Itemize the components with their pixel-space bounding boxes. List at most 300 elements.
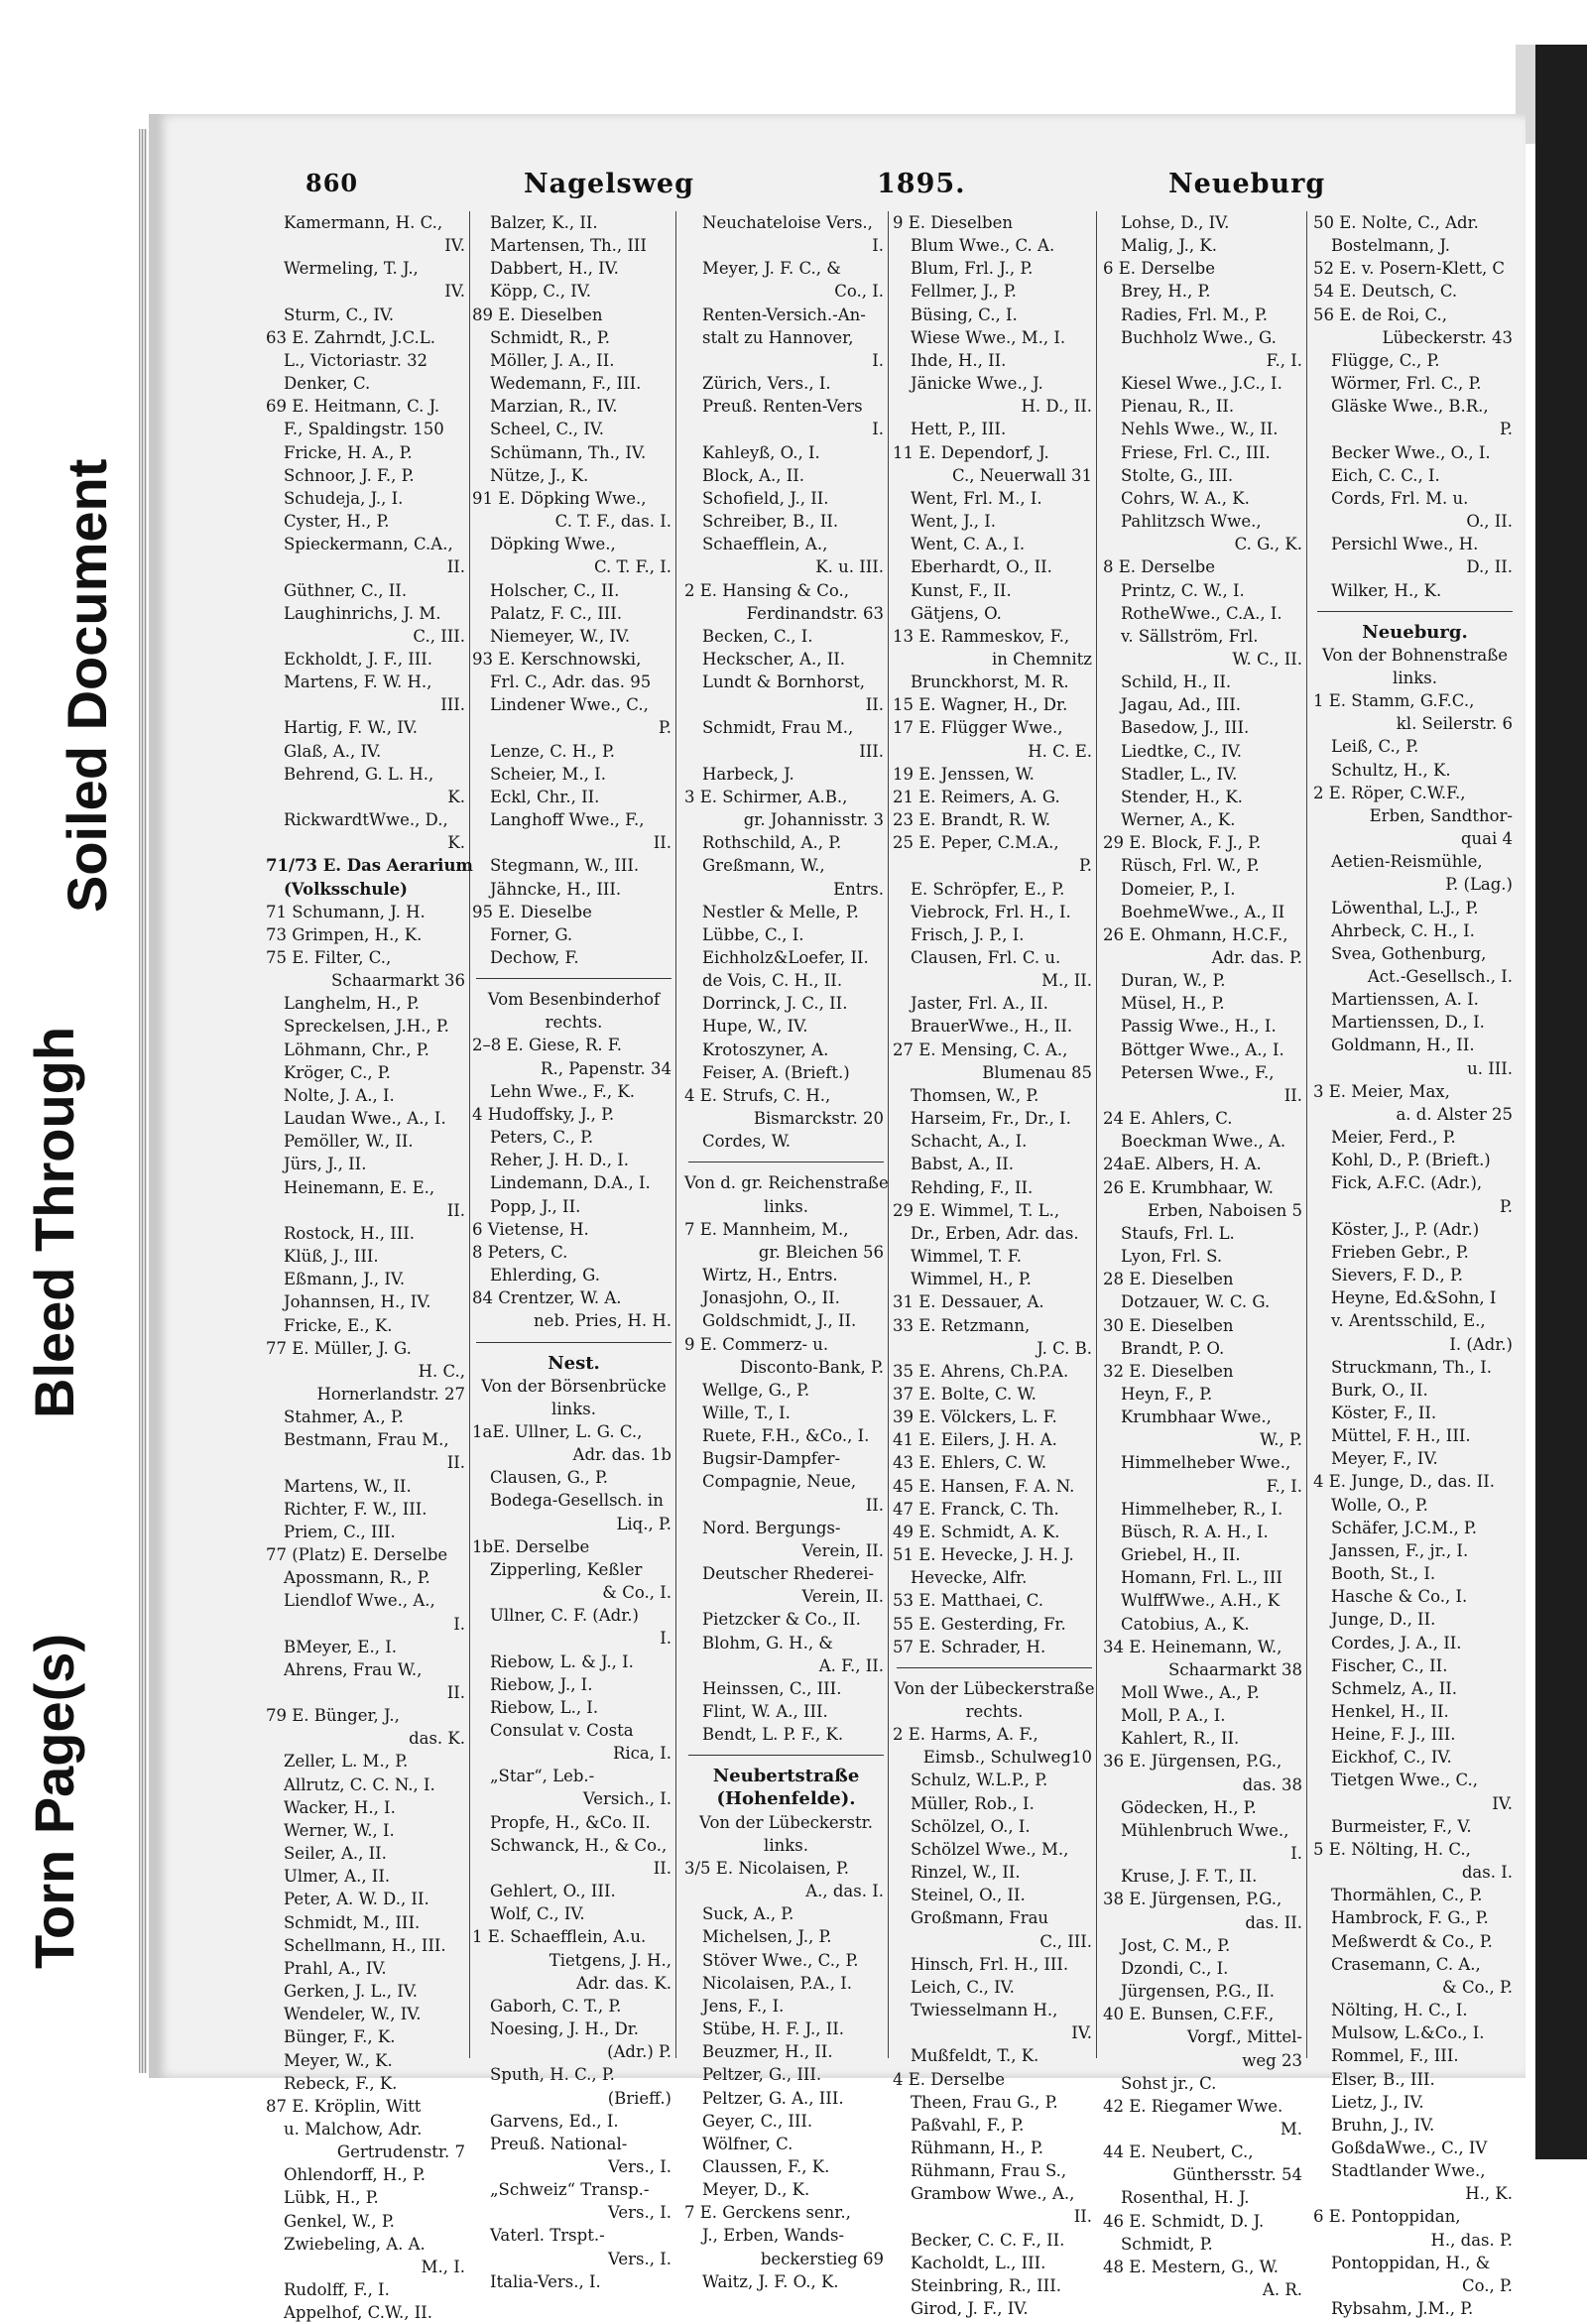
resident-entry: Lübbe, C., I.: [702, 924, 804, 944]
resident-entry: M.: [1280, 2119, 1302, 2139]
resident-entry: Propfe, H., &Co. II.: [490, 1812, 651, 1832]
resident-entry: 51 E. Hevecke, J. H. J.: [893, 1545, 1074, 1565]
resident-entry: Harbeck, J.: [702, 764, 794, 784]
resident-entry: 24aE. Albers, H. A.: [1103, 1155, 1262, 1174]
resident-entry: Zeller, L. M., P.: [284, 1752, 409, 1772]
resident-entry: Himmelheber Wwe.,: [1121, 1453, 1291, 1473]
resident-entry: Günthersstr. 54: [1172, 2165, 1302, 2185]
resident-entry: Meier, Ferd., P.: [1331, 1128, 1456, 1148]
resident-entry: F., I.: [1266, 1476, 1302, 1496]
resident-entry: Brunckhorst, M. R.: [911, 673, 1069, 692]
resident-entry: Went, C. A., I.: [911, 535, 1026, 554]
resident-entry: Griebel, H., II.: [1121, 1545, 1241, 1565]
resident-entry: Schmidt, Frau M.,: [702, 718, 854, 738]
resident-entry: Jonasjohn, O., II.: [702, 1288, 840, 1308]
resident-entry: 87 E. Kröplin, Witt: [266, 2096, 422, 2116]
resident-entry: 48 E. Mestern, G., W.: [1103, 2257, 1279, 2276]
resident-entry: 4 E. Junge, D., das. II.: [1313, 1472, 1495, 1492]
direction-note: rechts.: [545, 1013, 603, 1033]
resident-entry: 41 E. Eilers, J. H. A.: [893, 1430, 1057, 1450]
resident-entry: Verein, II.: [801, 1587, 884, 1607]
resident-entry: Gaborh, C. T., P.: [490, 1996, 622, 2016]
resident-entry: Dabbert, H., IV.: [490, 259, 619, 279]
street-section-heading: Neubertstraße: [712, 1766, 860, 1787]
direction-note: Von der Börsenbrücke: [481, 1376, 667, 1396]
resident-entry: Domeier, P., I.: [1121, 879, 1236, 899]
resident-entry: RickwardtWwe., D.,: [284, 810, 448, 830]
resident-entry: in Chemnitz: [991, 649, 1092, 669]
left-street-heading: Nagelsweg: [524, 169, 694, 199]
resident-entry: Büsing, C., I.: [911, 305, 1018, 324]
direction-note: Vom Besenbinderhof: [487, 990, 661, 1010]
resident-entry: „Star“, Leb.-: [490, 1767, 595, 1786]
resident-entry: Wimmel, H., P.: [911, 1270, 1032, 1289]
resident-entry: Act.-Gesellsch., I.: [1367, 967, 1513, 986]
resident-entry: 46 E. Schmidt, D. J.: [1103, 2211, 1265, 2231]
resident-entry: Rebeck, F., K.: [284, 2073, 398, 2093]
resident-entry: stalt zu Hannover,: [702, 327, 854, 347]
resident-entry: Vers., I.: [607, 2203, 671, 2223]
resident-entry: Duran, W., P.: [1121, 971, 1226, 991]
resident-entry: Block, A., II.: [702, 465, 804, 485]
resident-entry: C. G., K.: [1234, 535, 1302, 554]
resident-entry: Deutscher Rhederei-: [702, 1564, 875, 1584]
resident-entry: Rosenthal, H. J.: [1121, 2188, 1250, 2208]
resident-entry: Preuß. Renten-Vers: [702, 397, 863, 417]
resident-entry: Dechow, F.: [490, 948, 579, 967]
directory-column-3: [684, 211, 889, 2291]
resident-entry: 36 E. Jürgensen, P.G.,: [1103, 1752, 1282, 1772]
resident-entry: Lübk, H., P.: [284, 2188, 379, 2208]
resident-entry: Crasemann, C. A.,: [1331, 1954, 1481, 1974]
resident-entry: quai 4: [1460, 829, 1513, 849]
resident-entry: Babst, A., II.: [911, 1155, 1015, 1174]
resident-entry: II.: [653, 1858, 671, 1878]
resident-entry: Meyer, J. F. C., &: [702, 259, 841, 279]
resident-entry: C., Neuerwall 31: [951, 465, 1092, 485]
resident-entry: Riebow, L. & J., I.: [490, 1651, 634, 1671]
resident-entry: II.: [865, 695, 884, 715]
resident-entry: 21 E. Reimers, A. G.: [893, 787, 1060, 806]
resident-entry: 52 E. v. Posern-Klett, C: [1313, 259, 1506, 279]
resident-entry: das. K.: [409, 1729, 465, 1749]
resident-entry: Flügge, C., P.: [1331, 350, 1440, 370]
resident-entry: Schwanck, H., & Co.,: [490, 1835, 668, 1855]
resident-entry: P. (Lag.): [1445, 875, 1513, 895]
resident-entry: Claussen, F., K.: [702, 2156, 830, 2176]
resident-entry: 30 E. Dieselben: [1103, 1315, 1234, 1335]
resident-entry: 95 E. Dieselbe: [472, 902, 592, 921]
resident-entry: Harseim, Fr., Dr., I.: [911, 1109, 1071, 1129]
resident-entry: Richter, F. W., III.: [284, 1499, 427, 1519]
resident-entry: Liedtke, C., IV.: [1121, 741, 1243, 761]
resident-entry: H., das. P.: [1430, 2230, 1513, 2250]
resident-entry: Stadler, L., IV.: [1121, 764, 1238, 784]
resident-entry: Grambow Wwe., A.,: [911, 2184, 1075, 2204]
resident-entry: 34 E. Heinemann, W.,: [1103, 1637, 1282, 1656]
resident-entry: Passig Wwe., H., I.: [1121, 1017, 1277, 1037]
resident-entry: 75 E. Filter, C.,: [266, 948, 392, 967]
resident-entry: Apossmann, R., P.: [284, 1568, 430, 1588]
resident-entry: 9 E. Commerz- u.: [684, 1334, 829, 1354]
resident-entry: H. C.,: [418, 1361, 465, 1381]
resident-entry: Jürgensen, P.G., II.: [1121, 1982, 1276, 2002]
resident-entry: Wendeler, W., IV.: [284, 2005, 422, 2024]
resident-entry: Krotoszyner, A.: [702, 1040, 829, 1059]
resident-entry: 3 E. Meier, Max,: [1313, 1081, 1450, 1101]
resident-entry: Cordes, W.: [702, 1132, 792, 1152]
resident-entry: 28 E. Dieselben: [1103, 1270, 1234, 1289]
resident-entry: Eberhardt, O., II.: [911, 557, 1052, 577]
resident-entry: Fischer, C., II.: [1331, 1655, 1448, 1675]
resident-entry: Peltzer, G., III.: [702, 2065, 822, 2085]
resident-entry: Rostock, H., III.: [284, 1223, 416, 1243]
resident-entry: Jaster, Frl. A., II.: [911, 994, 1048, 1014]
resident-entry: kl. Seilerstr. 6: [1396, 714, 1513, 734]
resident-entry: Tietgen Wwe., C.,: [1331, 1771, 1478, 1790]
resident-entry: Janssen, F., jr., I.: [1331, 1540, 1469, 1560]
resident-entry: 55 E. Gesterding, Fr.: [893, 1614, 1066, 1634]
resident-entry: Meßwerdt & Co., P.: [1331, 1931, 1493, 1951]
resident-entry: Vers., I.: [607, 2249, 671, 2268]
resident-entry: (Volksschule): [284, 879, 408, 899]
resident-entry: Henkel, H., II.: [1331, 1702, 1449, 1721]
resident-entry: Schäfer, J.C.M., P.: [1331, 1518, 1477, 1537]
resident-entry: Schmidt, M., III.: [284, 1912, 421, 1932]
resident-entry: Italia-Vers., I.: [490, 2271, 601, 2291]
resident-entry: 11 E. Dependorf, J.: [893, 442, 1049, 462]
resident-entry: Twiesselmann H.,: [911, 2001, 1058, 2020]
resident-entry: Martens, W., II.: [284, 1476, 412, 1496]
resident-entry: Ruete, F.H., &Co., I.: [702, 1426, 870, 1446]
resident-entry: Johannsen, H., IV.: [284, 1292, 431, 1312]
resident-entry: Martienssen, A. I.: [1331, 990, 1479, 1010]
stamp-torn-pages: Torn Page(s): [23, 1633, 85, 1969]
resident-entry: Suck, A., P.: [702, 1904, 794, 1924]
resident-entry: Prahl, A., IV.: [284, 1958, 387, 1978]
resident-entry: Leich, C., IV.: [911, 1977, 1015, 1997]
resident-entry: R., Papenstr. 34: [541, 1058, 671, 1078]
resident-entry: Wellge, G., P.: [702, 1380, 810, 1400]
direction-note: links.: [551, 1399, 596, 1418]
resident-entry: Fricke, H. A., P.: [284, 442, 413, 462]
resident-entry: E. Schröpfer, E., P.: [911, 879, 1065, 899]
resident-entry: Vorgf., Mittel-: [1186, 2027, 1302, 2047]
resident-entry: Scheel, C., IV.: [490, 420, 605, 439]
resident-entry: Goldschmidt, J., II.: [702, 1311, 857, 1331]
resident-entry: Wilker, H., K.: [1331, 580, 1442, 600]
resident-entry: Jost, C. M., P.: [1121, 1935, 1231, 1955]
resident-entry: Schultz, H., K.: [1331, 760, 1451, 780]
resident-entry: Schulz, W.L.P., P.: [911, 1771, 1048, 1790]
resident-entry: Wiese Wwe., M., I.: [911, 327, 1066, 347]
resident-entry: Thormählen, C., P.: [1331, 1886, 1483, 1905]
resident-entry: 19 E. Jenssen, W.: [893, 764, 1035, 784]
resident-entry: Becker Wwe., O., I.: [1331, 442, 1491, 462]
resident-entry: Blum, Frl. J., P.: [911, 259, 1034, 279]
resident-entry: Köster, F., II.: [1331, 1403, 1437, 1422]
resident-entry: Burk, O., II.: [1331, 1380, 1428, 1400]
resident-entry: Schnoor, J. F., P.: [284, 465, 415, 485]
street-section-heading: Nest.: [548, 1352, 600, 1374]
resident-entry: Martens, F. W. H.,: [284, 673, 432, 692]
resident-entry: Meyer, F., IV.: [1331, 1449, 1438, 1469]
resident-entry: Heinssen, C., III.: [702, 1678, 842, 1698]
resident-entry: Eichholz&Loefer, II.: [702, 948, 869, 967]
resident-entry: Wille, T., I.: [702, 1403, 791, 1422]
resident-entry: Adr. das. P.: [1211, 948, 1302, 967]
resident-entry: IV.: [444, 236, 465, 256]
resident-entry: 2 E. Harms, A. F.,: [893, 1725, 1038, 1745]
resident-entry: & Co., I.: [602, 1583, 671, 1603]
resident-entry: Schacht, A., I.: [911, 1132, 1028, 1152]
resident-entry: Lietz, J., IV.: [1331, 2092, 1424, 2112]
resident-entry: Stöver Wwe., C., P.: [702, 1950, 859, 1970]
resident-entry: Langhoff Wwe., F.,: [490, 810, 645, 830]
resident-entry: Waitz, J. F. O., K.: [702, 2271, 839, 2291]
resident-entry: A. R.: [1262, 2280, 1302, 2300]
resident-entry: Adr. das. 1b: [572, 1445, 671, 1465]
resident-entry: Pemöller, W., II.: [284, 1132, 414, 1152]
direction-note: Von der Lübeckerstraße: [894, 1678, 1095, 1698]
resident-entry: Schudeja, J., I.: [284, 488, 404, 508]
resident-entry: 77 E. Müller, J. G.: [266, 1338, 412, 1358]
resident-entry: Cohrs, W. A., K.: [1121, 488, 1250, 508]
resident-entry: 4 Hudoffsky, J., P.: [472, 1104, 615, 1124]
resident-entry: Lübeckerstr. 43: [1382, 327, 1513, 347]
resident-entry: v. Sällström, Frl.: [1121, 626, 1259, 646]
resident-entry: Vaterl. Trspt.-: [490, 2226, 605, 2246]
section-divider: [476, 978, 671, 979]
resident-entry: Niemeyer, W., IV.: [490, 626, 631, 646]
resident-entry: 25 E. Peper, C.M.A.,: [893, 833, 1059, 853]
resident-entry: Kiesel Wwe., J.C., I.: [1121, 374, 1282, 394]
resident-entry: P.: [1499, 420, 1513, 439]
resident-entry: 7 E. Gerckens senr.,: [684, 2203, 851, 2223]
resident-entry: Co., P.: [1461, 2275, 1513, 2295]
resident-entry: A. F., II.: [818, 1655, 884, 1675]
resident-entry: 71 Schumann, J. H.: [266, 902, 426, 921]
stamp-soiled-document: Soiled Document: [56, 458, 118, 913]
resident-entry: Elser, B., III.: [1331, 2069, 1435, 2089]
resident-entry: 45 E. Hansen, F. A. N.: [893, 1476, 1075, 1496]
resident-entry: W. C., II.: [1232, 649, 1302, 669]
resident-entry: 29 E. Block, F. J., P.: [1103, 833, 1262, 853]
resident-entry: Hornerlandstr. 27: [316, 1384, 465, 1404]
resident-entry: Hinsch, Frl. H., III.: [911, 1954, 1069, 1974]
resident-entry: Noesing, J. H., Dr.: [490, 2019, 640, 2039]
resident-entry: Allrutz, C. C. N., I.: [284, 1774, 435, 1794]
resident-entry: 2 E. Röper, C.W.F.,: [1313, 783, 1466, 802]
resident-entry: Steinbring, R., III.: [911, 2275, 1061, 2295]
resident-entry: Schaarmarkt 36: [331, 971, 465, 991]
resident-entry: Rudolff, F., I.: [284, 2280, 390, 2300]
resident-entry: 43 E. Ehlers, C. W.: [893, 1453, 1047, 1473]
section-divider: [476, 1342, 671, 1343]
resident-entry: H. D., II.: [1021, 397, 1092, 417]
resident-entry: IV.: [1071, 2023, 1092, 2043]
resident-entry: Gerken, J. L., IV.: [284, 1982, 419, 2002]
resident-entry: Ulmer, A., II.: [284, 1867, 391, 1887]
resident-entry: Garvens, Ed., I.: [490, 2111, 619, 2131]
directory-page: [149, 114, 1526, 2323]
section-divider: [688, 1755, 884, 1756]
resident-entry: Tietgens, J. H.,: [549, 1950, 671, 1970]
resident-entry: Heyne, Ed.&Sohn, I: [1331, 1288, 1497, 1308]
resident-entry: Michelsen, J., P.: [702, 1927, 832, 1947]
resident-entry: Aetien-Reismühle,: [1331, 852, 1483, 872]
resident-entry: 50 E. Nolte, C., Adr.: [1313, 213, 1479, 232]
resident-entry: Kahlert, R., II.: [1121, 1729, 1240, 1749]
resident-entry: Peltzer, G. A., III.: [702, 2088, 844, 2108]
resident-entry: P.: [1499, 1196, 1513, 1216]
resident-entry: Stegmann, W., III.: [490, 856, 640, 876]
resident-entry: Scheier, M., I.: [490, 764, 606, 784]
resident-entry: Werner, W., I.: [284, 1820, 395, 1840]
resident-entry: Junge, D., II.: [1331, 1610, 1436, 1630]
directory-column-6: [1313, 211, 1517, 2319]
resident-entry: Wölfner, C.: [702, 2134, 794, 2153]
resident-entry: Schmelz, A., II.: [1331, 1678, 1457, 1698]
resident-entry: Cordes, J. A., II.: [1331, 1633, 1462, 1652]
resident-entry: gr. Bleichen 56: [758, 1242, 884, 1262]
resident-entry: 26 E. Krumbhaar, W.: [1103, 1177, 1275, 1197]
resident-entry: Adr. das. K.: [576, 1973, 671, 1993]
resident-entry: Thomsen, W., P.: [911, 1085, 1039, 1105]
resident-entry: Schreiber, B., II.: [702, 512, 839, 532]
resident-entry: GoßdaWwe., C., IV: [1331, 2138, 1488, 2157]
resident-entry: WulffWwe., A.H., K: [1121, 1591, 1281, 1611]
resident-entry: Laughinrichs, J. M.: [284, 603, 441, 623]
resident-entry: K.: [447, 833, 465, 853]
resident-entry: 2–8 E. Giese, R. F.: [472, 1036, 623, 1055]
resident-entry: 54 E. Deutsch, C.: [1313, 282, 1458, 302]
resident-entry: Beuzmer, H., II.: [702, 2042, 833, 2062]
resident-entry: Consulat v. Costa: [490, 1721, 634, 1740]
resident-entry: I. (Adr.): [1449, 1334, 1513, 1354]
resident-entry: Kacholdt, L., III.: [911, 2253, 1046, 2272]
resident-entry: I.: [872, 236, 884, 256]
direction-note: Von d. gr. Reichenstraße: [684, 1173, 889, 1193]
resident-entry: Stadtlander Wwe.,: [1331, 2161, 1486, 2181]
resident-entry: 77 (Platz) E. Derselbe: [266, 1545, 448, 1565]
resident-entry: Pietzcker & Co., II.: [702, 1610, 861, 1630]
resident-entry: 93 E. Kerschnowski,: [472, 649, 642, 669]
resident-entry: Lindemann, D.A., I.: [490, 1173, 651, 1193]
resident-entry: Appelhof, C.W., II.: [284, 2303, 433, 2323]
resident-entry: I.: [872, 350, 884, 370]
resident-entry: Bodega-Gesellsch. in: [490, 1491, 664, 1511]
resident-entry: Gertrudenstr. 7: [336, 2142, 465, 2162]
resident-entry: Dorrinck, J. C., II.: [702, 994, 848, 1014]
resident-entry: II.: [1073, 2207, 1092, 2227]
resident-entry: III.: [859, 741, 884, 761]
resident-entry: Jänicke Wwe., J.: [911, 374, 1043, 394]
resident-entry: Lyon, Frl. S.: [1121, 1247, 1223, 1267]
resident-entry: Boeckman Wwe., A.: [1121, 1132, 1286, 1152]
resident-entry: Cords, Frl. M. u.: [1331, 488, 1469, 508]
resident-entry: 49 E. Schmidt, A. K.: [893, 1522, 1060, 1541]
resident-entry: 53 E. Matthaei, C.: [893, 1591, 1044, 1611]
resident-entry: a. d. Alster 25: [1396, 1104, 1513, 1124]
resident-entry: Forner, G.: [490, 924, 573, 944]
resident-entry: Kamermann, H. C.,: [284, 213, 443, 232]
direction-note: links.: [764, 1196, 808, 1216]
resident-entry: Nicolaisen, P.A., I.: [702, 1973, 853, 1993]
resident-entry: Löhmann, Chr., P.: [284, 1040, 429, 1059]
resident-entry: BrauerWwe., H., II.: [911, 1017, 1073, 1037]
resident-entry: Bruhn, J., IV.: [1331, 2115, 1435, 2135]
resident-entry: Moll Wwe., A., P.: [1121, 1683, 1260, 1702]
resident-entry: Palatz, F. C., III.: [490, 603, 623, 623]
resident-entry: Girod, J. F., IV.: [911, 2299, 1029, 2319]
resident-entry: Rothschild, A., P.: [702, 833, 842, 853]
resident-entry: Müsel, H., P.: [1121, 994, 1225, 1014]
resident-entry: Schild, H., II.: [1121, 673, 1232, 692]
resident-entry: Heinemann, E. E.,: [284, 1177, 435, 1197]
resident-entry: Nütze, J., K.: [490, 465, 589, 485]
resident-entry: K. u. III.: [815, 557, 884, 577]
resident-entry: I.: [453, 1614, 465, 1634]
resident-entry: F., Spaldingstr. 150: [284, 420, 444, 439]
resident-entry: Gehlert, O., III.: [490, 1882, 616, 1901]
resident-entry: M., I.: [421, 2257, 465, 2276]
resident-entry: P.: [658, 718, 671, 738]
resident-entry: Wedemann, F., III.: [490, 374, 642, 394]
resident-entry: Neuchateloise Vers.,: [702, 213, 873, 232]
resident-entry: Pahlitzsch Wwe.,: [1121, 512, 1262, 532]
resident-entry: beckerstieg 69: [760, 2249, 884, 2268]
resident-entry: Löwenthal, L.J., P.: [1331, 898, 1479, 917]
resident-entry: 1 E. Stamm, G.F.C.,: [1313, 691, 1475, 711]
resident-entry: 57 E. Schrader, H.: [893, 1637, 1046, 1656]
resident-entry: Döpking Wwe.,: [490, 535, 616, 554]
resident-entry: Wörmer, Frl. C., P.: [1331, 374, 1482, 394]
resident-entry: Ullner, C. F. (Adr.): [490, 1606, 639, 1626]
resident-entry: 26 E. Ohmann, H.C.F.,: [1103, 924, 1288, 944]
stamp-bleed-through: Bleed Through: [23, 1026, 85, 1418]
resident-entry: Fricke, E., K.: [284, 1315, 393, 1335]
resident-entry: „Schweiz“ Transp.-: [490, 2180, 650, 2200]
resident-entry: Liendlof Wwe., A.,: [284, 1591, 435, 1611]
resident-entry: F., I.: [1266, 350, 1302, 370]
resident-entry: (Brieff.): [607, 2088, 671, 2108]
resident-entry: Priem, C., III.: [284, 1522, 396, 1541]
resident-entry: 24 E. Ahlers, C.: [1103, 1109, 1233, 1129]
resident-entry: Basedow, J., III.: [1121, 718, 1250, 738]
resident-entry: BoehmeWwe., A., II: [1121, 902, 1285, 921]
resident-entry: W., P.: [1260, 1430, 1302, 1450]
resident-entry: Wermeling, T. J.,: [284, 259, 419, 279]
resident-entry: Riebow, L., I.: [490, 1697, 599, 1717]
resident-entry: Martienssen, D., I.: [1331, 1013, 1485, 1033]
resident-entry: Balzer, K., II.: [490, 213, 598, 232]
resident-entry: Frisch, J. P., I.: [911, 924, 1025, 944]
resident-entry: Stahmer, A., P.: [284, 1407, 405, 1427]
resident-entry: Vers., I.: [607, 2156, 671, 2176]
resident-entry: C. T. F., I.: [594, 557, 671, 577]
resident-entry: L., Victoriastr. 32: [284, 350, 428, 370]
resident-entry: II.: [1283, 1085, 1302, 1105]
resident-entry: Eich, C. C., I.: [1331, 465, 1440, 485]
resident-entry: 4 E. Derselbe: [893, 2069, 1005, 2089]
resident-entry: (Adr.) P.: [607, 2042, 671, 2062]
resident-entry: Schellmann, H., III.: [284, 1935, 446, 1955]
resident-entry: Ohlendorff, H., P.: [284, 2165, 426, 2185]
resident-entry: Goldmann, H., II.: [1331, 1036, 1475, 1055]
resident-entry: das. II.: [1245, 1912, 1302, 1932]
resident-entry: 8 E. Derselbe: [1103, 557, 1215, 577]
